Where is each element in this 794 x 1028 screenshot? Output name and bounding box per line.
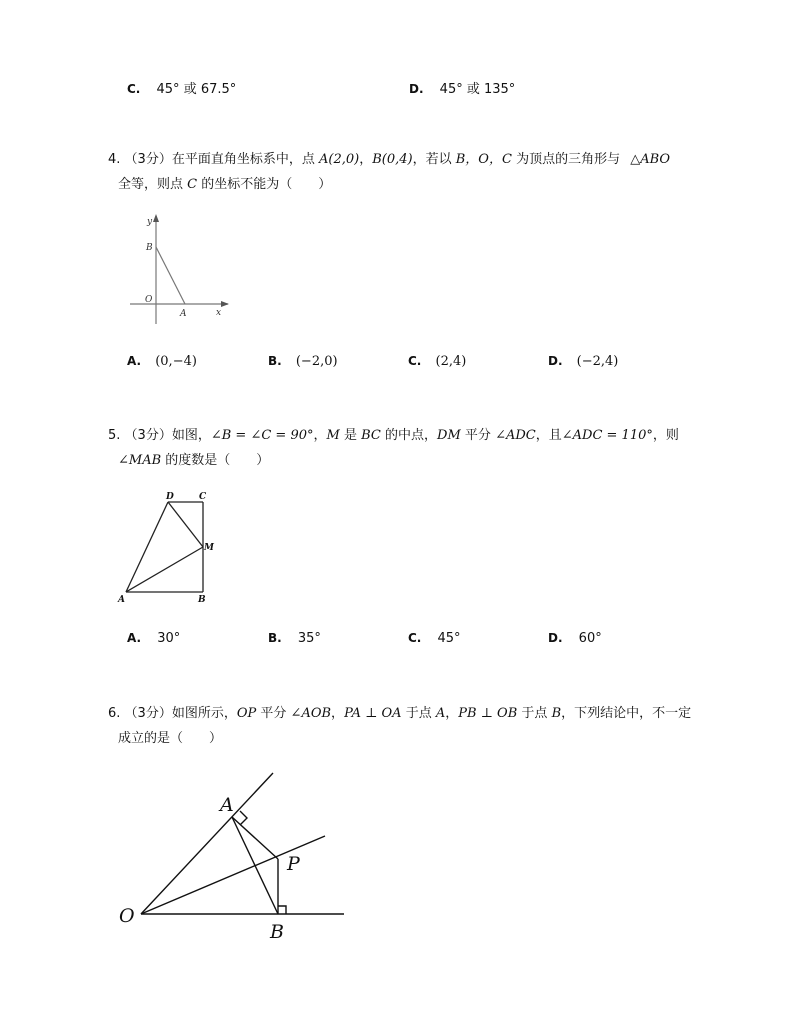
- segment-am: [126, 547, 203, 592]
- option-label: C.: [127, 82, 141, 96]
- stem-text: 于点: [405, 706, 432, 721]
- q6-stem-line2: [118, 727, 222, 751]
- option-text: (−2,0): [295, 354, 338, 369]
- math-point-a: A(2,0): [318, 152, 360, 167]
- segment-ad: [126, 502, 168, 592]
- math-point-b: B(0,4): [372, 152, 413, 167]
- stem-text: ，若以: [412, 152, 452, 167]
- option-label: D.: [548, 354, 563, 368]
- stem-text: ，则: [652, 428, 679, 443]
- segment-dm: [168, 502, 203, 547]
- q6-figure: [110, 765, 360, 950]
- option-label: B.: [268, 631, 282, 645]
- q6-stem-line1: [108, 702, 691, 726]
- stem-text: 的度数是（ ）: [165, 453, 270, 468]
- stem-text: ，下列结论中，不一定: [561, 706, 692, 721]
- segment-ab: [232, 817, 278, 914]
- math-point-c: C: [187, 177, 198, 192]
- stem-text: ，: [313, 428, 327, 443]
- ray-op: [141, 836, 325, 914]
- question-number: 5.: [108, 428, 121, 443]
- option-text: 45° 或 135°: [439, 82, 516, 97]
- option-label: C.: [408, 631, 422, 645]
- q4-option-c[interactable]: [408, 354, 466, 369]
- q4-stem-line2: [118, 173, 331, 197]
- label-b: B: [146, 243, 153, 253]
- stem-text: 在平面直角坐标系中，点: [171, 152, 315, 167]
- label-m: M: [204, 543, 214, 553]
- q4-stem-line1: [108, 148, 670, 172]
- question-number: 4.: [108, 152, 121, 167]
- right-angle-mark-b: [278, 906, 286, 914]
- option-text: 60°: [578, 631, 602, 646]
- q5-option-d[interactable]: [548, 631, 602, 646]
- q5-stem-line2: [118, 449, 269, 473]
- label-o: O: [119, 905, 135, 927]
- q3-option-d[interactable]: [409, 78, 515, 97]
- math-angle-adc: ∠ADC: [495, 428, 536, 443]
- option-label: D.: [548, 631, 563, 645]
- question-score: （3分）: [124, 152, 172, 167]
- q4-option-a[interactable]: [127, 354, 197, 369]
- q5-option-c[interactable]: [408, 631, 461, 646]
- q5-option-a[interactable]: [127, 631, 180, 646]
- stem-text: ，: [445, 706, 459, 721]
- math-angle-aob: ∠AOB: [290, 706, 332, 721]
- label-a: A: [180, 309, 187, 319]
- label-a: A: [118, 595, 125, 605]
- option-text: 30°: [157, 631, 181, 646]
- stem-text: 的坐标不能为（ ）: [201, 177, 332, 192]
- q5-option-b[interactable]: [268, 631, 321, 646]
- q5-stem-line1: [108, 424, 679, 448]
- math-pb-perp: PB ⊥ OB: [458, 706, 518, 721]
- option-text: 35°: [297, 631, 321, 646]
- option-label: A.: [127, 631, 142, 645]
- stem-text: 是: [343, 428, 357, 443]
- label-p: P: [287, 853, 300, 875]
- label-d: D: [166, 492, 174, 502]
- label-c: C: [199, 492, 207, 502]
- math-op: OP: [236, 706, 257, 721]
- math-a: A: [435, 706, 446, 721]
- stem-text: 于点: [521, 706, 548, 721]
- option-text: 45° 或 67.5°: [156, 82, 237, 97]
- option-text: (−2,4): [576, 354, 619, 369]
- math-pa-perp: PA ⊥ OA: [344, 706, 402, 721]
- option-label: C.: [408, 354, 422, 368]
- stem-text: ，: [331, 706, 345, 721]
- math-dm: DM: [437, 428, 461, 443]
- math-vertices: B，O，C: [455, 152, 512, 167]
- option-text: (0,−4): [155, 354, 197, 369]
- ray-oa: [141, 773, 273, 914]
- math-b: B: [551, 706, 562, 721]
- math-bc: BC: [361, 428, 381, 443]
- label-y: y: [147, 217, 153, 227]
- math-condition: ∠ADC = 110°: [561, 428, 653, 443]
- y-arrow-icon: [153, 214, 159, 222]
- q4-figure: [128, 212, 238, 327]
- q4-option-b[interactable]: [268, 354, 338, 369]
- q5-figure: [114, 488, 224, 608]
- stem-text: ，且: [535, 428, 562, 443]
- math-angle-mab: ∠MAB: [118, 453, 162, 468]
- stem-text: ，: [359, 152, 373, 167]
- stem-text: 平分: [464, 428, 491, 443]
- math-condition: ∠B = ∠C = 90°: [210, 428, 314, 443]
- stem-text: 为顶点的三角形与: [516, 152, 621, 167]
- q3-option-c[interactable]: [127, 78, 236, 97]
- option-text: 45°: [437, 631, 461, 646]
- stem-text: 平分: [260, 706, 287, 721]
- question-score: （3分）: [124, 706, 172, 721]
- question-number: 6.: [108, 706, 121, 721]
- segment-ap: [232, 817, 278, 859]
- segment-ab: [156, 247, 185, 304]
- q4-option-d[interactable]: [548, 354, 618, 369]
- label-b: B: [270, 921, 284, 943]
- stem-text: 的中点，: [385, 428, 438, 443]
- stem-text: 成立的是（ ）: [118, 731, 223, 746]
- right-angle-mark-a: [240, 811, 247, 825]
- option-label: D.: [409, 82, 424, 96]
- label-b: B: [198, 595, 206, 605]
- label-a: A: [220, 794, 234, 816]
- math-triangle: △ABO: [630, 152, 671, 167]
- option-label: B.: [268, 354, 282, 368]
- option-label: A.: [127, 354, 142, 368]
- option-text: (2,4): [435, 354, 467, 369]
- stem-text: 如图，: [171, 428, 211, 443]
- question-score: （3分）: [124, 428, 172, 443]
- stem-text: 如图所示，: [171, 706, 237, 721]
- label-o: O: [145, 295, 153, 305]
- x-arrow-icon: [221, 301, 229, 307]
- stem-text: 全等，则点: [118, 177, 184, 192]
- math-m: M: [326, 428, 340, 443]
- label-x: x: [216, 308, 222, 318]
